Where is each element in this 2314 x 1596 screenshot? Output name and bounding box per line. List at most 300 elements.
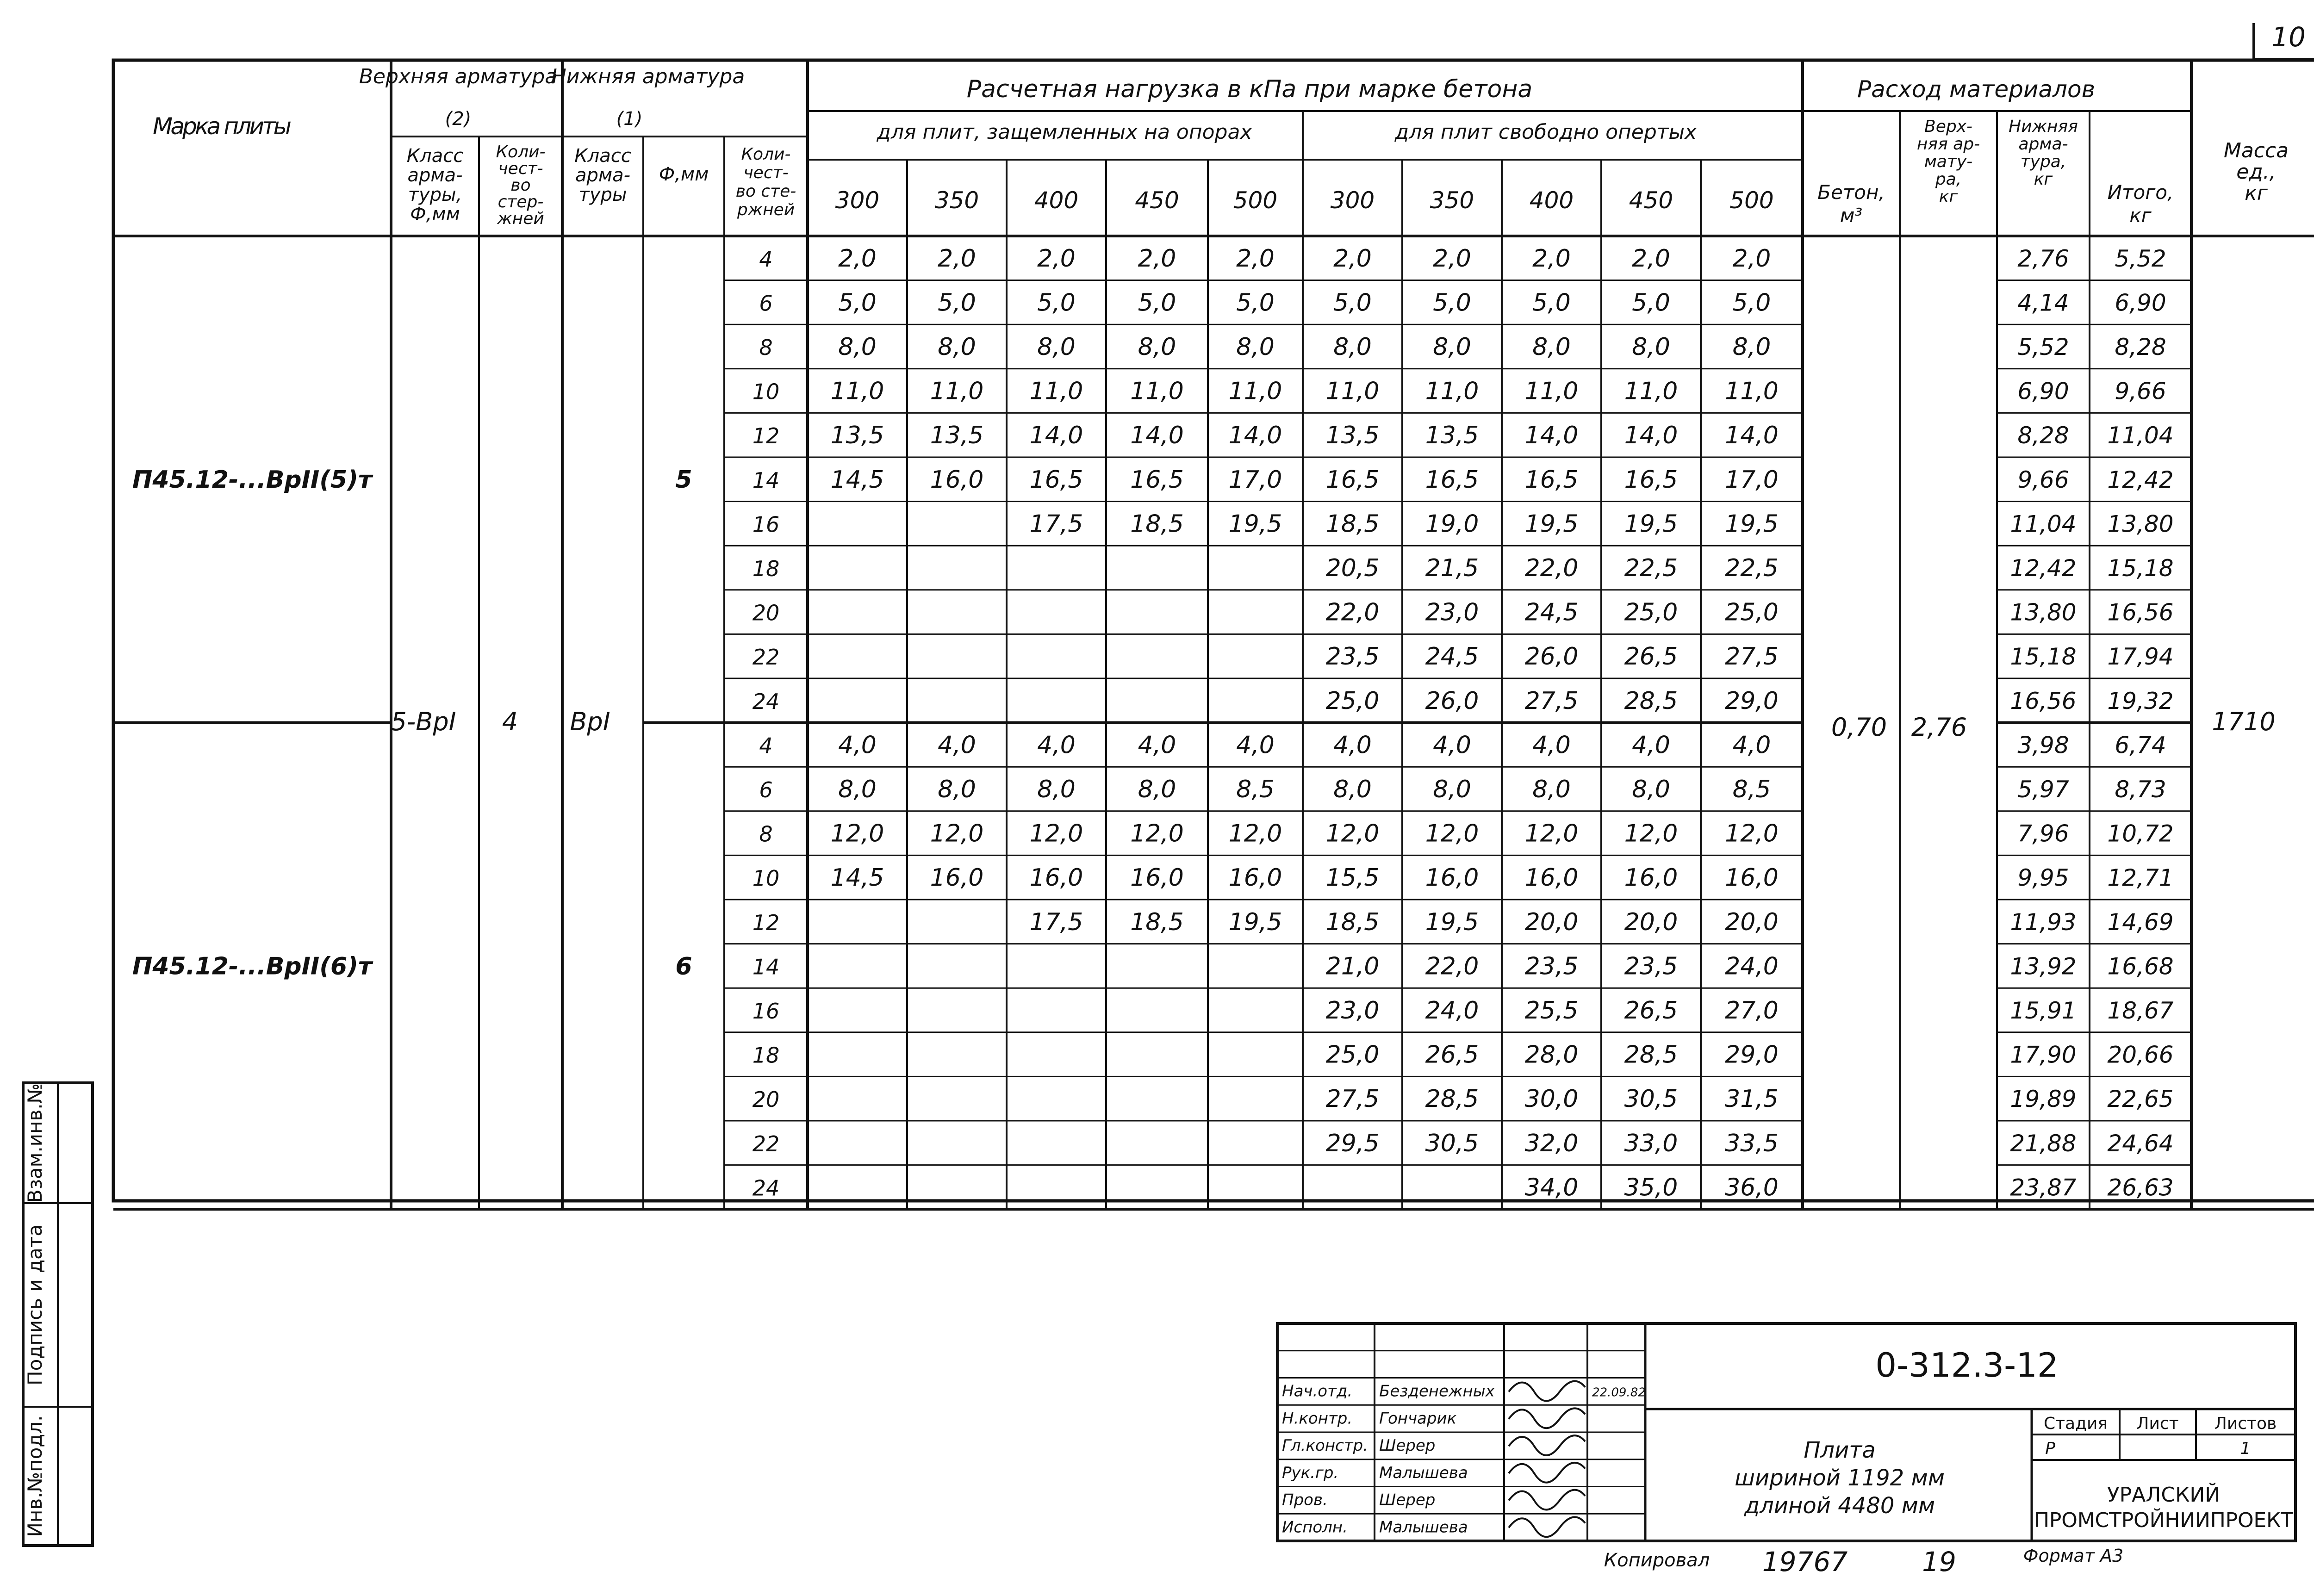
load-value: 4,0 (838, 731, 877, 759)
load-value: 14,0 (1725, 422, 1779, 450)
total-steel-mass: 26,63 (2107, 1174, 2174, 1201)
table-header (153, 65, 2289, 228)
header-unit-mass: кг (2245, 181, 2268, 205)
load-value: 16,5 (1029, 466, 1083, 494)
load-value: 29,0 (1725, 687, 1779, 715)
header-top-count: во (510, 176, 531, 195)
total-steel-mass: 17,94 (2107, 643, 2174, 671)
header-unit-mass: Масса (2223, 139, 2289, 162)
load-value: 5,0 (838, 289, 877, 317)
bottom-steel-mass: 6,90 (2017, 378, 2069, 405)
margin-label-replace: Взам.инв.№ (24, 1083, 46, 1203)
header-top-count: жней (497, 209, 544, 228)
load-value: 27,0 (1725, 997, 1779, 1025)
load-value: 16,0 (1228, 864, 1282, 892)
load-value: 31,5 (1725, 1085, 1779, 1113)
load-value: 5,0 (1732, 289, 1771, 317)
load-value: 12,0 (1624, 820, 1678, 848)
load-value: 2,0 (1433, 244, 1471, 273)
total-steel-mass: 13,80 (2107, 510, 2174, 538)
load-value: 16,0 (930, 864, 984, 892)
margin-label-sign: Подпись и дата (24, 1224, 46, 1385)
load-value: 21,0 (1325, 952, 1380, 981)
header-grade: 350 (934, 187, 979, 214)
load-value: 5,0 (1138, 289, 1176, 317)
header-top-class: Класс (406, 145, 464, 167)
person-name: Безденежных (1379, 1382, 1495, 1401)
load-value: 33,0 (1624, 1129, 1678, 1157)
load-value: 8,0 (1532, 776, 1571, 803)
bottom-steel-mass: 2,76 (2017, 245, 2069, 272)
bottom-steel-mass: 8,28 (2017, 422, 2069, 449)
load-value: 20,0 (1624, 908, 1678, 936)
header-total: Итого, (2107, 181, 2174, 204)
top-reinf-class: 5-ВрI (391, 707, 456, 736)
header-top-steel: Верх- (1924, 117, 1972, 136)
load-value: 5,0 (1433, 289, 1471, 317)
header-bottom-count: во сте- (735, 182, 796, 201)
load-value: 2,0 (1138, 244, 1176, 273)
load-value: 12,0 (1228, 820, 1282, 848)
load-value: 22,5 (1624, 554, 1678, 582)
load-value: 11,0 (930, 377, 984, 405)
header-top-count: стер- (498, 193, 544, 211)
header-top-reinf: Верхняя арматура (359, 65, 558, 88)
load-value: 25,0 (1624, 598, 1678, 627)
load-value: 8,0 (938, 333, 976, 361)
stage-value: Р (2045, 1439, 2055, 1458)
load-value: 33,5 (1725, 1129, 1779, 1157)
load-value: 26,0 (1524, 643, 1579, 671)
header-top-count: Коли- (496, 143, 546, 161)
load-value: 19,5 (1425, 908, 1479, 936)
bar-count: 22 (752, 1131, 780, 1156)
header-bottom-count: ржней (737, 200, 795, 219)
bottom-steel-mass: 3,98 (2017, 732, 2069, 759)
load-value: 23,5 (1524, 952, 1579, 981)
load-value: 19,5 (1228, 908, 1282, 936)
load-value: 30,5 (1425, 1129, 1479, 1157)
bar-count: 20 (752, 1087, 780, 1112)
load-value: 16,0 (1130, 864, 1184, 892)
load-value: 12,0 (1425, 820, 1479, 848)
header-grade: 450 (1135, 187, 1179, 214)
load-value: 30,0 (1524, 1085, 1579, 1113)
bar-count: 8 (759, 335, 773, 360)
load-value: 14,0 (1029, 422, 1083, 450)
load-value: 12,0 (930, 820, 984, 848)
load-value: 28,5 (1624, 1041, 1678, 1069)
header-bottom-class: арма- (575, 165, 631, 186)
header-bottom-steel: арма- (2018, 135, 2068, 154)
header-concrete: Бетон, (1817, 181, 1885, 204)
load-value: 22,0 (1425, 952, 1479, 981)
total-steel-mass: 16,56 (2107, 599, 2174, 626)
bar-count: 6 (759, 777, 773, 802)
load-value: 25,0 (1325, 1041, 1380, 1069)
load-value: 18,5 (1325, 510, 1380, 538)
bottom-reinf-class: ВрI (570, 707, 610, 736)
header-bottom-count: чест- (743, 163, 789, 182)
load-value: 27,5 (1524, 687, 1579, 715)
load-value: 25,0 (1325, 687, 1380, 715)
load-value: 13,5 (1425, 422, 1479, 450)
person-name: Малышева (1379, 1463, 1468, 1482)
load-value: 25,0 (1725, 598, 1779, 627)
load-value: 22,0 (1524, 554, 1579, 582)
load-value: 18,5 (1325, 908, 1380, 936)
bottom-steel-mass: 4,14 (2017, 289, 2069, 317)
bar-count: 16 (752, 999, 780, 1024)
load-value: 16,0 (1425, 864, 1479, 892)
left-margin-stamp (23, 1083, 93, 1546)
load-value: 8,5 (1732, 776, 1771, 803)
load-value: 16,5 (1624, 466, 1678, 494)
bottom-steel-mass: 9,66 (2017, 466, 2069, 493)
header-grade: 350 (1430, 187, 1474, 214)
load-value: 14,5 (830, 864, 884, 892)
title-line-2: шириной 1192 мм (1735, 1465, 1945, 1491)
header-load-free: для плит свободно опертых (1394, 120, 1697, 144)
sheets-value: 1 (2240, 1439, 2251, 1458)
load-value: 11,0 (1325, 377, 1380, 405)
header-bottom-steel: кг (2034, 170, 2053, 189)
load-value: 16,5 (1425, 466, 1479, 494)
load-value: 5,0 (1037, 289, 1076, 317)
header-grade: 300 (1330, 187, 1375, 214)
load-value: 2,0 (1732, 244, 1771, 273)
load-value: 12,0 (1725, 820, 1779, 848)
load-value: 18,5 (1130, 510, 1184, 538)
bottom-steel-mass: 11,93 (2010, 908, 2077, 936)
bar-count: 4 (759, 733, 773, 758)
bottom-steel-mass: 13,92 (2010, 953, 2077, 980)
bottom-steel-mass: 15,91 (2010, 997, 2077, 1024)
bottom-steel-mass: 15,18 (2010, 643, 2077, 671)
load-value: 19,5 (1624, 510, 1678, 538)
signature (1509, 1490, 1585, 1510)
header-bottom-reinf-ref: (1) (616, 108, 643, 130)
total-steel-mass: 12,71 (2107, 864, 2174, 892)
load-value: 28,5 (1624, 687, 1678, 715)
bottom-steel-mass: 19,89 (2010, 1086, 2077, 1113)
load-value: 26,5 (1425, 1041, 1479, 1069)
load-value: 14,0 (1130, 422, 1184, 450)
load-value: 18,5 (1130, 908, 1184, 936)
header-load-title: Расчетная нагрузка в кПа при марке бетона (966, 75, 1533, 103)
header-top-steel: ра, (1935, 170, 1962, 189)
load-value: 23,0 (1425, 598, 1479, 627)
header-top-steel: мату- (1924, 152, 1973, 171)
top-steel-mass: 2,76 (1911, 713, 1967, 742)
load-value: 13,5 (830, 422, 884, 450)
load-value: 8,5 (1236, 776, 1275, 803)
load-value: 11,0 (1130, 377, 1184, 405)
load-value: 8,0 (1632, 333, 1670, 361)
bottom-steel-mass: 11,04 (2010, 510, 2077, 538)
load-value: 16,0 (1725, 864, 1779, 892)
load-value: 5,0 (1632, 289, 1670, 317)
load-value: 8,0 (838, 776, 877, 803)
total-steel-mass: 6,90 (2115, 289, 2166, 317)
plate-mark: П45.12-...ВрII(5)т (132, 466, 373, 494)
organization-line-1: УРАЛСКИЙ (2107, 1483, 2221, 1507)
person-name: Шерер (1379, 1436, 1436, 1455)
load-value: 11,0 (1425, 377, 1479, 405)
load-value: 4,0 (1138, 731, 1176, 759)
load-value: 8,0 (1333, 333, 1372, 361)
sheet-label: Лист (2136, 1414, 2179, 1433)
bar-count: 6 (759, 291, 773, 316)
header-grade: 300 (835, 187, 880, 214)
load-value: 12,0 (1524, 820, 1579, 848)
signature (1509, 1517, 1585, 1537)
document-code: 0-312.3-12 (1875, 1346, 2059, 1385)
sheets-label: Листов (2214, 1414, 2277, 1433)
role-label: Рук.гр. (1282, 1463, 1339, 1482)
signature (1509, 1463, 1585, 1483)
load-value: 5,0 (1532, 289, 1571, 317)
load-value: 12,0 (1029, 820, 1083, 848)
load-value: 17,0 (1228, 466, 1282, 494)
load-value: 8,0 (1037, 333, 1076, 361)
role-label: Исполн. (1282, 1518, 1348, 1537)
load-value: 16,5 (1524, 466, 1579, 494)
load-value: 8,0 (1138, 333, 1176, 361)
load-value: 28,0 (1524, 1041, 1579, 1069)
plate-mark: П45.12-...ВрII(6)т (132, 952, 373, 981)
bottom-steel-mass: 7,96 (2017, 820, 2069, 847)
bar-count: 24 (752, 689, 780, 714)
load-value: 30,5 (1624, 1085, 1678, 1113)
header-materials: Расход материалов (1857, 76, 2096, 103)
copy-sheet: 19 (1922, 1546, 1956, 1577)
load-value: 14,0 (1228, 422, 1282, 450)
load-value: 25,5 (1524, 997, 1579, 1025)
load-value: 19,5 (1228, 510, 1282, 538)
load-value: 8,0 (1433, 333, 1471, 361)
load-value: 11,0 (1228, 377, 1282, 405)
title-line-3: длиной 4480 мм (1744, 1493, 1935, 1519)
header-top-class: Ф,мм (410, 204, 460, 225)
bar-count: 24 (752, 1175, 780, 1201)
header-load-fixed: для плит, защемленных на опорах (877, 120, 1252, 144)
role-label: Гл.констр. (1282, 1436, 1368, 1455)
load-value: 22,5 (1725, 554, 1779, 582)
load-value: 26,0 (1425, 687, 1479, 715)
header-top-steel: кг (1939, 187, 1958, 206)
load-value: 28,5 (1425, 1085, 1479, 1113)
signature (1509, 1435, 1585, 1455)
load-value: 20,5 (1325, 554, 1380, 582)
total-steel-mass: 19,32 (2107, 687, 2174, 714)
load-value: 2,0 (1236, 244, 1275, 273)
load-value: 15,5 (1325, 864, 1380, 892)
load-value: 2,0 (1532, 244, 1571, 273)
bar-count: 14 (752, 954, 780, 980)
concrete-volume: 0,70 (1831, 713, 1887, 742)
total-steel-mass: 10,72 (2107, 820, 2174, 847)
sign-date: 22.09.82 (1592, 1385, 1646, 1400)
header-grade: 400 (1529, 187, 1574, 214)
load-value: 34,0 (1524, 1174, 1579, 1202)
load-value: 16,0 (1624, 864, 1678, 892)
header-top-reinf-ref: (2) (445, 108, 472, 130)
bottom-steel-mass: 5,52 (2017, 334, 2069, 360)
total-steel-mass: 11,04 (2107, 422, 2174, 449)
load-value: 24,0 (1425, 997, 1479, 1025)
total-steel-mass: 24,64 (2107, 1130, 2174, 1157)
load-value: 35,0 (1624, 1174, 1678, 1202)
total-steel-mass: 15,18 (2107, 555, 2174, 582)
total-steel-mass: 22,65 (2107, 1086, 2174, 1113)
load-value: 2,0 (938, 244, 976, 273)
header-bottom-steel: тура, (2020, 152, 2066, 171)
load-value: 4,0 (1732, 731, 1771, 759)
stage-label: Стадия (2043, 1414, 2108, 1433)
load-value: 16,0 (1029, 864, 1083, 892)
role-label: Н.контр. (1282, 1409, 1353, 1428)
role-label: Нач.отд. (1282, 1382, 1353, 1401)
copied-label: Копировал (1604, 1550, 1710, 1571)
load-value: 22,0 (1325, 598, 1380, 627)
load-value: 2,0 (1037, 244, 1076, 273)
header-top-class: арма- (407, 165, 463, 186)
load-value: 19,5 (1524, 510, 1579, 538)
load-value: 26,5 (1624, 643, 1678, 671)
load-value: 11,0 (1029, 377, 1083, 405)
load-value: 11,0 (1624, 377, 1678, 405)
bottom-steel-mass: 16,56 (2010, 687, 2077, 714)
load-value: 16,5 (1130, 466, 1184, 494)
header-unit-mass: ед., (2236, 160, 2276, 184)
load-value: 19,0 (1425, 510, 1479, 538)
role-label: Пров. (1282, 1490, 1328, 1509)
load-value: 17,5 (1029, 510, 1083, 538)
load-value: 8,0 (1433, 776, 1471, 803)
margin-label-inv: Инв.№подл. (24, 1415, 46, 1537)
signature (1509, 1381, 1585, 1401)
load-value: 19,5 (1725, 510, 1779, 538)
load-value: 8,0 (1632, 776, 1670, 803)
load-value: 2,0 (1632, 244, 1670, 273)
load-value: 8,0 (1236, 333, 1275, 361)
total-steel-mass: 18,67 (2107, 997, 2174, 1024)
header-mark: Марка плиты (153, 113, 292, 140)
bar-count: 22 (752, 645, 780, 670)
header-total: кг (2129, 204, 2152, 227)
header-diameter: Ф,мм (659, 164, 709, 185)
bottom-steel-mass: 21,88 (2010, 1130, 2077, 1157)
bar-count: 18 (752, 556, 780, 581)
load-value: 16,0 (930, 466, 984, 494)
bottom-steel-mass: 23,87 (2010, 1174, 2077, 1201)
load-value: 27,5 (1325, 1085, 1380, 1113)
load-value: 29,0 (1725, 1041, 1779, 1069)
load-value: 36,0 (1725, 1174, 1779, 1202)
load-value: 5,0 (1333, 289, 1372, 317)
load-value: 4,0 (1433, 731, 1471, 759)
load-value: 17,5 (1029, 908, 1083, 936)
load-value: 12,0 (1325, 820, 1380, 848)
total-steel-mass: 9,66 (2115, 378, 2166, 405)
format-label: Формат А3 (2023, 1546, 2124, 1566)
header-top-class: туры, (408, 184, 462, 205)
bar-count: 14 (752, 467, 780, 493)
header-concrete: м³ (1840, 204, 1863, 227)
bar-count: 8 (759, 821, 773, 847)
load-value: 26,5 (1624, 997, 1678, 1025)
load-value: 24,5 (1524, 598, 1579, 627)
bar-diameter: 6 (675, 952, 692, 981)
load-value: 5,0 (1236, 289, 1275, 317)
load-value: 13,5 (1325, 422, 1380, 450)
total-steel-mass: 14,69 (2107, 908, 2174, 936)
bar-count: 10 (752, 866, 780, 891)
load-value: 24,0 (1725, 952, 1779, 981)
bar-count: 20 (752, 600, 780, 626)
sheet-number: 10 (2271, 21, 2306, 53)
load-value: 11,0 (1524, 377, 1579, 405)
header-bottom-class: Класс (574, 145, 631, 167)
load-value: 5,0 (938, 289, 976, 317)
load-value: 4,0 (938, 731, 976, 759)
load-value: 20,0 (1524, 908, 1579, 936)
header-top-count: чест- (498, 159, 543, 178)
load-value: 2,0 (838, 244, 877, 273)
signature (1509, 1408, 1585, 1428)
load-value: 12,0 (830, 820, 884, 848)
bottom-steel-mass: 12,42 (2010, 555, 2077, 582)
header-grade: 450 (1629, 187, 1673, 214)
bottom-steel-mass: 9,95 (2017, 864, 2069, 892)
table-grid (113, 60, 2314, 1209)
load-value: 12,0 (1130, 820, 1184, 848)
load-value: 24,5 (1425, 643, 1479, 671)
load-value: 17,0 (1725, 466, 1779, 494)
load-value: 2,0 (1333, 244, 1372, 273)
bar-count: 10 (752, 379, 780, 404)
load-value: 14,0 (1624, 422, 1678, 450)
header-grade: 500 (1729, 187, 1774, 214)
top-reinf-count: 4 (502, 707, 518, 736)
total-steel-mass: 8,73 (2115, 776, 2166, 803)
load-value: 23,5 (1624, 952, 1678, 981)
total-steel-mass: 20,66 (2107, 1041, 2174, 1068)
bar-count: 16 (752, 512, 780, 537)
load-value: 23,0 (1325, 997, 1380, 1025)
load-value: 4,0 (1037, 731, 1076, 759)
bottom-steel-mass: 13,80 (2010, 599, 2077, 626)
total-steel-mass: 5,52 (2115, 245, 2166, 272)
bar-count: 12 (752, 423, 780, 449)
load-value: 8,0 (1037, 776, 1076, 803)
load-value: 4,0 (1632, 731, 1670, 759)
total-steel-mass: 8,28 (2115, 334, 2166, 360)
bottom-steel-mass: 5,97 (2017, 776, 2069, 803)
load-value: 8,0 (1532, 333, 1571, 361)
bar-count: 18 (752, 1043, 780, 1068)
header-bottom-steel: Нижняя (2009, 117, 2078, 136)
load-value: 8,0 (1732, 333, 1771, 361)
load-value: 8,0 (1138, 776, 1176, 803)
load-value: 13,5 (930, 422, 984, 450)
load-value: 27,5 (1725, 643, 1779, 671)
organization-line-2: ПРОМСТРОЙНИИПРОЕКТ (2034, 1509, 2293, 1532)
total-steel-mass: 16,68 (2107, 953, 2174, 980)
header-bottom-reinf: Нижняя арматура (551, 65, 745, 88)
load-value: 11,0 (830, 377, 884, 405)
